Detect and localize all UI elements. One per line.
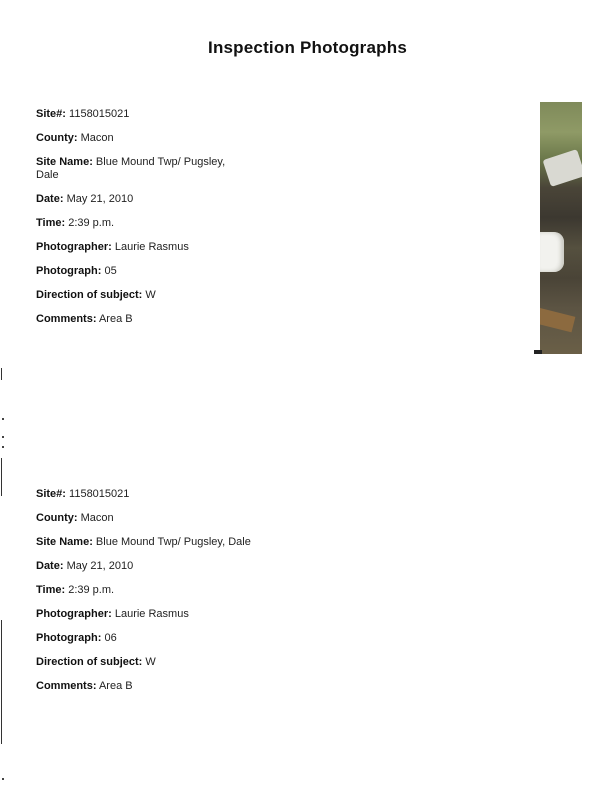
photo-record-2 — [36, 488, 356, 704]
field-value: May 21, 2010 — [66, 560, 134, 572]
scan-artifact — [2, 778, 4, 780]
field-label: County: — [36, 132, 78, 144]
field-label: Time: — [36, 217, 66, 229]
scan-artifact — [2, 436, 4, 438]
scan-mark — [534, 350, 542, 354]
field-label: Direction of subject: — [36, 656, 143, 668]
field-label: Site#: — [36, 488, 66, 500]
county-field — [36, 512, 356, 525]
field-value: 1158015021 — [69, 488, 130, 500]
field-value: 05 — [104, 265, 117, 277]
field-value: Blue Mound Twp/ Pugsley, Dale — [36, 156, 226, 181]
comments-field — [36, 680, 356, 693]
field-label: Comments: — [36, 680, 97, 692]
photograph-number-field — [36, 265, 236, 278]
field-label: Date: — [36, 560, 64, 572]
scan-artifact — [1, 458, 2, 496]
field-label: Comments: — [36, 313, 97, 325]
field-label: Photographer: — [36, 241, 112, 253]
field-label: Time: — [36, 584, 66, 596]
site-number-field — [36, 488, 356, 501]
field-value: W — [145, 289, 156, 301]
photographer-field — [36, 608, 356, 621]
field-value: Laurie Rasmus — [114, 241, 189, 253]
scan-artifact — [2, 418, 4, 420]
photo-record-1 — [36, 108, 236, 337]
field-value: May 21, 2010 — [66, 193, 134, 205]
direction-field — [36, 289, 236, 302]
field-label: County: — [36, 512, 78, 524]
photograph-number-field — [36, 632, 356, 645]
field-value: 06 — [104, 632, 117, 644]
field-label: Site Name: — [36, 536, 93, 548]
field-label: Site Name: — [36, 156, 93, 168]
field-value: 2:39 p.m. — [68, 584, 115, 596]
photo-stone — [543, 149, 582, 187]
field-value: Blue Mound Twp/ Pugsley, Dale — [95, 536, 251, 548]
county-field — [36, 132, 236, 145]
scan-artifact — [1, 620, 2, 744]
field-label: Site#: — [36, 108, 66, 120]
time-field — [36, 217, 236, 230]
field-value: W — [145, 656, 156, 668]
inspection-photo — [540, 102, 582, 354]
field-value: Macon — [80, 512, 114, 524]
date-field — [36, 560, 356, 573]
photo-pipe — [540, 232, 564, 272]
field-label: Photograph: — [36, 632, 102, 644]
field-value: Area B — [98, 680, 133, 692]
field-label: Direction of subject: — [36, 289, 143, 301]
comments-field — [36, 313, 236, 326]
field-value: 1158015021 — [69, 108, 130, 120]
site-number-field — [36, 108, 236, 121]
field-value: 2:39 p.m. — [68, 217, 115, 229]
site-name-field — [36, 156, 236, 182]
scan-artifact — [1, 368, 2, 380]
scan-artifact — [2, 446, 4, 448]
photo-board — [540, 308, 575, 333]
page-title: Inspection Photographs — [208, 38, 407, 57]
time-field — [36, 584, 356, 597]
field-label: Photograph: — [36, 265, 102, 277]
field-label: Photographer: — [36, 608, 112, 620]
direction-field — [36, 656, 356, 669]
field-value: Area B — [98, 313, 133, 325]
photographer-field — [36, 241, 236, 254]
date-field — [36, 193, 236, 206]
field-value: Laurie Rasmus — [114, 608, 189, 620]
site-name-field — [36, 536, 356, 549]
field-value: Macon — [80, 132, 114, 144]
field-label: Date: — [36, 193, 64, 205]
